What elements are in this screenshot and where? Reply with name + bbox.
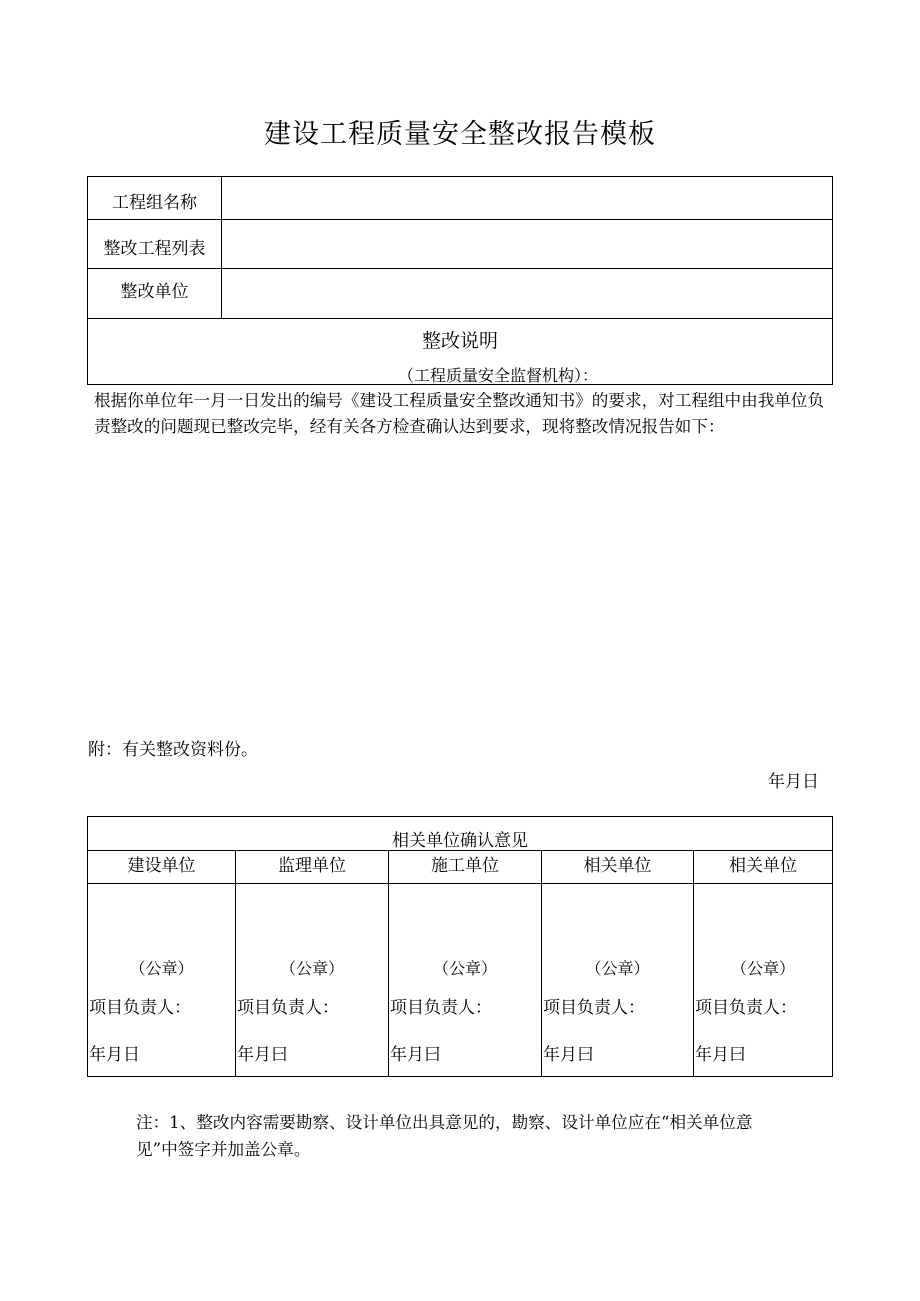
footnote-line-1: 注：1、整改内容需要勘察、设计单位出具意见的，勘察、设计单位应在“相关单位意 [136,1113,753,1132]
project-leader-field[interactable]: 项目负责人： [390,998,492,1018]
document-title: 建设工程质量安全整改报告模板 [264,119,656,150]
column-constructor-unit [389,850,541,1076]
project-leader-field[interactable]: 项目负责人： [695,998,797,1018]
row-divider [88,268,832,269]
column-header: 相关单位 [583,856,652,876]
rectification-unit-label: 整改单位 [120,282,189,302]
sign-date-field[interactable]: 年月曰 [237,1045,288,1065]
project-leader-field[interactable]: 项目负责人： [237,998,339,1018]
supervision-agency-line: （工程质量安全监督机构）： [398,366,599,385]
attachment-line: 附：有关整改资料份。 [88,740,258,760]
column-supervision-unit [236,850,388,1076]
sign-date-field[interactable]: 年月曰 [695,1045,746,1065]
sign-date-field[interactable]: 年月日 [89,1045,140,1065]
project-group-name-label: 工程组名称 [112,193,197,213]
confirmation-caption: 相关单位确认意见 [392,831,528,851]
footnote-line-2: 见”中签字并加盖公章。 [136,1140,311,1159]
project-leader-field[interactable]: 项目负责人： [543,998,645,1018]
report-body-text: 根据你单位年一月一日发出的编号《建设工程质量安全整改通知书》的要求，对工程组中由我单位负责整改的问题现已整改完毕，经有关各方检查确认达到要求，现将整改情况报告如下： [94,391,825,436]
seal-placeholder: （公章） [730,959,795,978]
column-related-unit-1 [542,850,693,1076]
sign-date-field[interactable]: 年月曰 [543,1045,594,1065]
rectification-project-list-label: 整改工程列表 [103,239,206,259]
confirmation-table [87,816,833,1077]
seal-placeholder: （公章） [432,959,497,978]
seal-placeholder: （公章） [129,959,194,978]
column-header: 监理单位 [278,856,346,876]
column-related-unit-2 [694,850,832,1076]
sign-date-field[interactable]: 年月曰 [390,1045,441,1065]
row-divider [88,219,832,220]
project-info-table [87,176,833,385]
row-divider [88,318,832,319]
column-header: 相关单位 [729,856,797,876]
column-header: 施工单位 [431,856,499,876]
column-header: 建设单位 [127,856,196,876]
explanation-heading: 整改说明 [421,330,498,352]
project-leader-field[interactable]: 项目负责人： [89,998,191,1018]
seal-placeholder: （公章） [585,959,650,978]
column-construction-unit [88,850,235,1076]
label-column-divider [221,177,222,318]
seal-placeholder: （公章） [279,959,344,978]
report-date: 年月日 [768,772,819,792]
